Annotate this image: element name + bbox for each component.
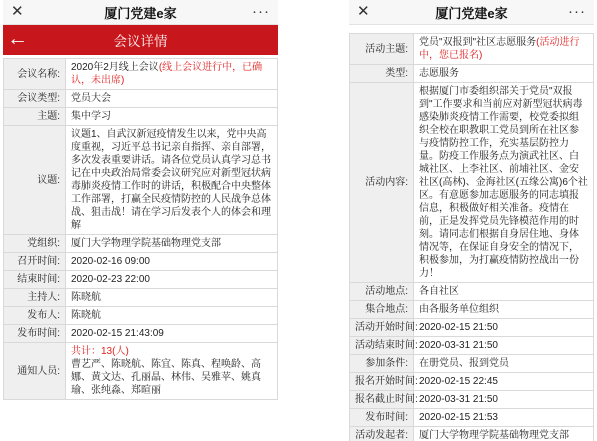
field-label: 发布时间: <box>350 409 414 427</box>
table-row <box>350 391 594 409</box>
publisher-value: 陈晓航 <box>66 307 278 325</box>
field-label: 活动开始时间: <box>350 319 414 337</box>
table-row <box>4 289 278 307</box>
table-row <box>4 108 278 126</box>
field-label: 主题: <box>4 108 66 126</box>
field-label: 活动内容: <box>350 83 414 283</box>
party-org-value: 厦门大学物理学院基础物理党支部 <box>66 235 278 253</box>
field-label: 参加条件: <box>350 355 414 373</box>
meeting-type-value: 党员大会 <box>66 90 278 108</box>
table-row <box>4 271 278 289</box>
table-row <box>350 373 594 391</box>
back-arrow-icon[interactable]: ← <box>7 27 28 50</box>
table-row <box>350 65 594 83</box>
window-title: 厦门党建e家 <box>104 5 177 21</box>
reg-end-value: 2020-03-31 21:50 <box>414 391 594 409</box>
table-row <box>4 253 278 271</box>
field-label: 会议类型: <box>4 90 66 108</box>
publish-time-value: 2020-02-15 21:43:09 <box>66 325 278 343</box>
notify-value <box>66 343 278 400</box>
condition-value: 在册党员、报到党员 <box>414 355 594 373</box>
gather-place-value: 由各服务单位组织 <box>414 301 594 319</box>
table-row <box>4 343 278 400</box>
activity-detail-screen <box>349 0 594 441</box>
field-label: 活动主题: <box>350 34 414 65</box>
field-label: 报名截止时间: <box>350 391 414 409</box>
activity-publish-value: 2020-02-15 21:53 <box>414 409 594 427</box>
table-row <box>4 235 278 253</box>
window-title-bar <box>349 0 594 25</box>
meeting-detail-screen <box>3 0 278 441</box>
field-label: 通知人员: <box>4 343 66 400</box>
table-row <box>4 90 278 108</box>
activity-start-value: 2020-02-15 21:50 <box>414 319 594 337</box>
field-label: 发布人: <box>4 307 66 325</box>
table-row <box>4 325 278 343</box>
activity-status-text: (活动进行中，您已报名) <box>419 37 580 61</box>
table-row <box>350 319 594 337</box>
more-options-icon[interactable]: ··· <box>252 3 270 20</box>
table-row <box>350 427 594 441</box>
field-label: 党组织: <box>4 235 66 253</box>
notify-count: 共计：13(人) <box>71 346 129 357</box>
reg-start-value: 2020-02-15 22:45 <box>414 373 594 391</box>
more-options-icon[interactable]: ··· <box>568 3 586 20</box>
initiator-value: 厦门大学物理学院基础物理党支部 <box>414 427 594 441</box>
start-time-value: 2020-02-16 09:00 <box>66 253 278 271</box>
meeting-name-value <box>66 59 278 90</box>
activity-type-value: 志愿服务 <box>414 65 594 83</box>
field-label: 集合地点: <box>350 301 414 319</box>
table-row <box>350 409 594 427</box>
table-row <box>350 337 594 355</box>
agenda-value: 议题1、自武汉新冠疫情发生以来，党中央高度重视，习近平总书记亲自指挥、亲自部署，多次发表重要讲话。请各位党员认真学习总书记在中央政治局常委会议研究应对新型冠状病毒肺炎疫情工作时的讲话，积极配合中央整体工作部署，打赢全民疫情防控的人民战争总体战、狙击战！请在学习后发表个人的体会和理解 <box>66 126 278 235</box>
activity-place-value: 各自社区 <box>414 283 594 301</box>
activity-theme-value <box>414 34 594 65</box>
end-time-value: 2020-02-23 22:00 <box>66 271 278 289</box>
close-icon[interactable]: ✕ <box>11 3 24 20</box>
field-label: 类型: <box>350 65 414 83</box>
field-label: 发布时间: <box>4 325 66 343</box>
field-label: 结束时间: <box>4 271 66 289</box>
activity-theme-text: 党员"双报到"社区志愿服务 <box>419 37 537 48</box>
table-row <box>4 307 278 325</box>
field-label: 议题: <box>4 126 66 235</box>
field-label: 活动结束时间: <box>350 337 414 355</box>
field-label: 活动地点: <box>350 283 414 301</box>
activity-info-table <box>349 33 594 441</box>
table-row <box>4 126 278 235</box>
window-title-bar <box>3 0 278 25</box>
field-label: 活动发起者: <box>350 427 414 441</box>
table-row <box>350 283 594 301</box>
page-header <box>3 25 278 55</box>
notify-people-list: 曹艺严、陈晓航、陈宜、陈真、程唤龄、高娜、黄文达、孔丽晶、林伟、吴雅苹、姚真瑜、张纯淼、郑暄丽 <box>71 359 261 396</box>
activity-end-value: 2020-03-31 21:50 <box>414 337 594 355</box>
host-value: 陈晓航 <box>66 289 278 307</box>
field-label: 报名开始时间: <box>350 373 414 391</box>
table-row <box>350 301 594 319</box>
window-title: 厦门党建e家 <box>435 5 508 21</box>
close-icon[interactable]: ✕ <box>357 3 370 20</box>
field-label: 召开时间: <box>4 253 66 271</box>
meeting-status-text: (线上会议进行中，已确认，未出席) <box>71 62 263 86</box>
table-row <box>4 59 278 90</box>
theme-value: 集中学习 <box>66 108 278 126</box>
field-label: 会议名称: <box>4 59 66 90</box>
table-row <box>350 355 594 373</box>
meeting-info-table <box>3 58 278 400</box>
meeting-name-text: 2020年2月线上会议 <box>71 62 159 73</box>
table-row <box>350 34 594 65</box>
table-row <box>350 83 594 283</box>
page-title: 会议详情 <box>113 34 168 49</box>
field-label: 主持人: <box>4 289 66 307</box>
activity-content-value: 根据厦门市委组织部关于党员"双报到"工作要求和当前应对新型冠状病毒感染肺炎疫情工作需要，校党委拟组织全校在职教职工党员到所在社区参与疫情防控工作，充实基层防控力量。防疫工作服务点为演武社区、白城社区、上李社区、前埔社区、金安社区(高林)、金海社区(五缘公寓)6个社区。有意愿参加志愿服务的同志填报信息，积极做好相关准备。疫情在前，正是发挥党员先锋模范作用的时刻。请同志们根据自身居住地、身体情况等，在保证自身安全的情况下，积极参加，为打赢疫情防控战出一份力！ <box>414 83 594 283</box>
